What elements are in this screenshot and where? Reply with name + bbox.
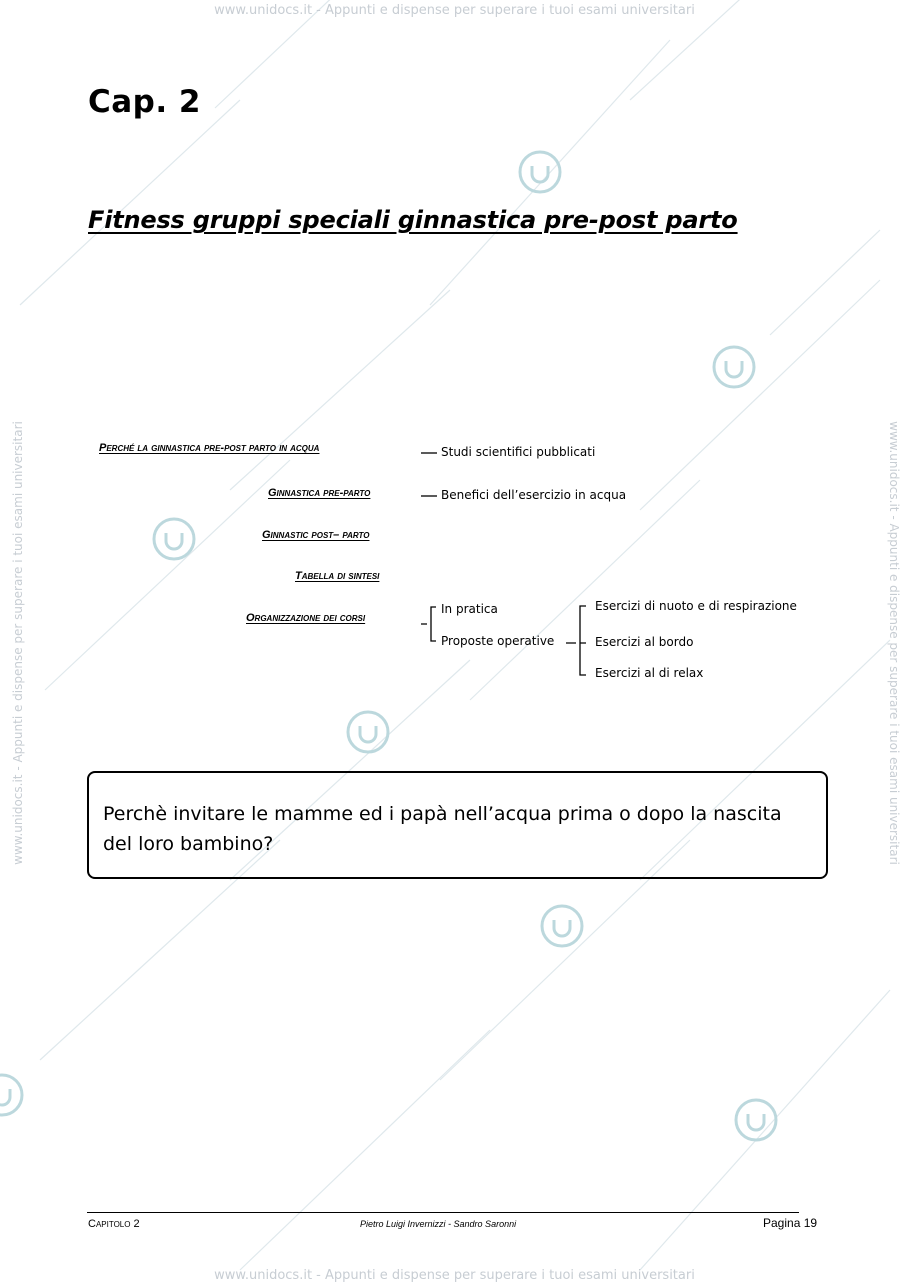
- topic-ginnastica-pre-parto: Ginnastica pre-parto: [268, 487, 371, 499]
- watermark-banner-top: www.unidocs.it - Appunti e dispense per superare i tuoi esami universitari: [214, 3, 695, 18]
- chapter-heading: Cap. 2: [88, 84, 201, 120]
- esercizio-item: Esercizi al di relax: [595, 666, 704, 680]
- topic-organizzazione-corsi: Organizzazione dei corsi: [246, 612, 366, 624]
- watermark-banner-left: www.unidocs.it - Appunti e dispense per superare i tuoi esami universitari: [11, 421, 25, 865]
- question-box: [87, 771, 828, 879]
- topic-ginnastica-post-parto: Ginnastic post– parto: [262, 529, 370, 541]
- question-text: Perchè invitare le mamme ed i papà nell’acqua prima o dopo la nascita del loro bambino?: [103, 803, 782, 855]
- note-proposte-operative: Proposte operative: [441, 634, 555, 648]
- footer-page-number: Pagina 19: [763, 1216, 818, 1230]
- footer-divider: [87, 1212, 799, 1213]
- footer-authors: Pietro Luigi Invernizzi - Sandro Saronni: [360, 1219, 517, 1229]
- watermark-banner-right: www.unidocs.it - Appunti e dispense per superare i tuoi esami universitari: [887, 421, 901, 865]
- note-benefici-esercizio: Benefici dell’esercizio in acqua: [441, 488, 627, 502]
- watermark-banner-bottom: www.unidocs.it - Appunti e dispense per superare i tuoi esami universitari: [214, 1268, 695, 1283]
- topic-perche-ginnastica: Perché la ginnastica pre-post parto in acqua: [99, 442, 320, 454]
- section-title: Fitness gruppi speciali ginnastica pre-post parto: [88, 206, 738, 234]
- note-in-pratica: In pratica: [441, 602, 498, 616]
- topic-tabella-sintesi: Tabella di sintesi: [295, 570, 380, 582]
- note-studi-scientifici: Studi scientifici pubblicati: [441, 445, 596, 459]
- esercizio-item: Esercizi al bordo: [595, 635, 694, 649]
- footer-chapter: Capitolo 2: [88, 1218, 140, 1230]
- esercizio-item: Esercizi di nuoto e di respirazione: [595, 599, 797, 613]
